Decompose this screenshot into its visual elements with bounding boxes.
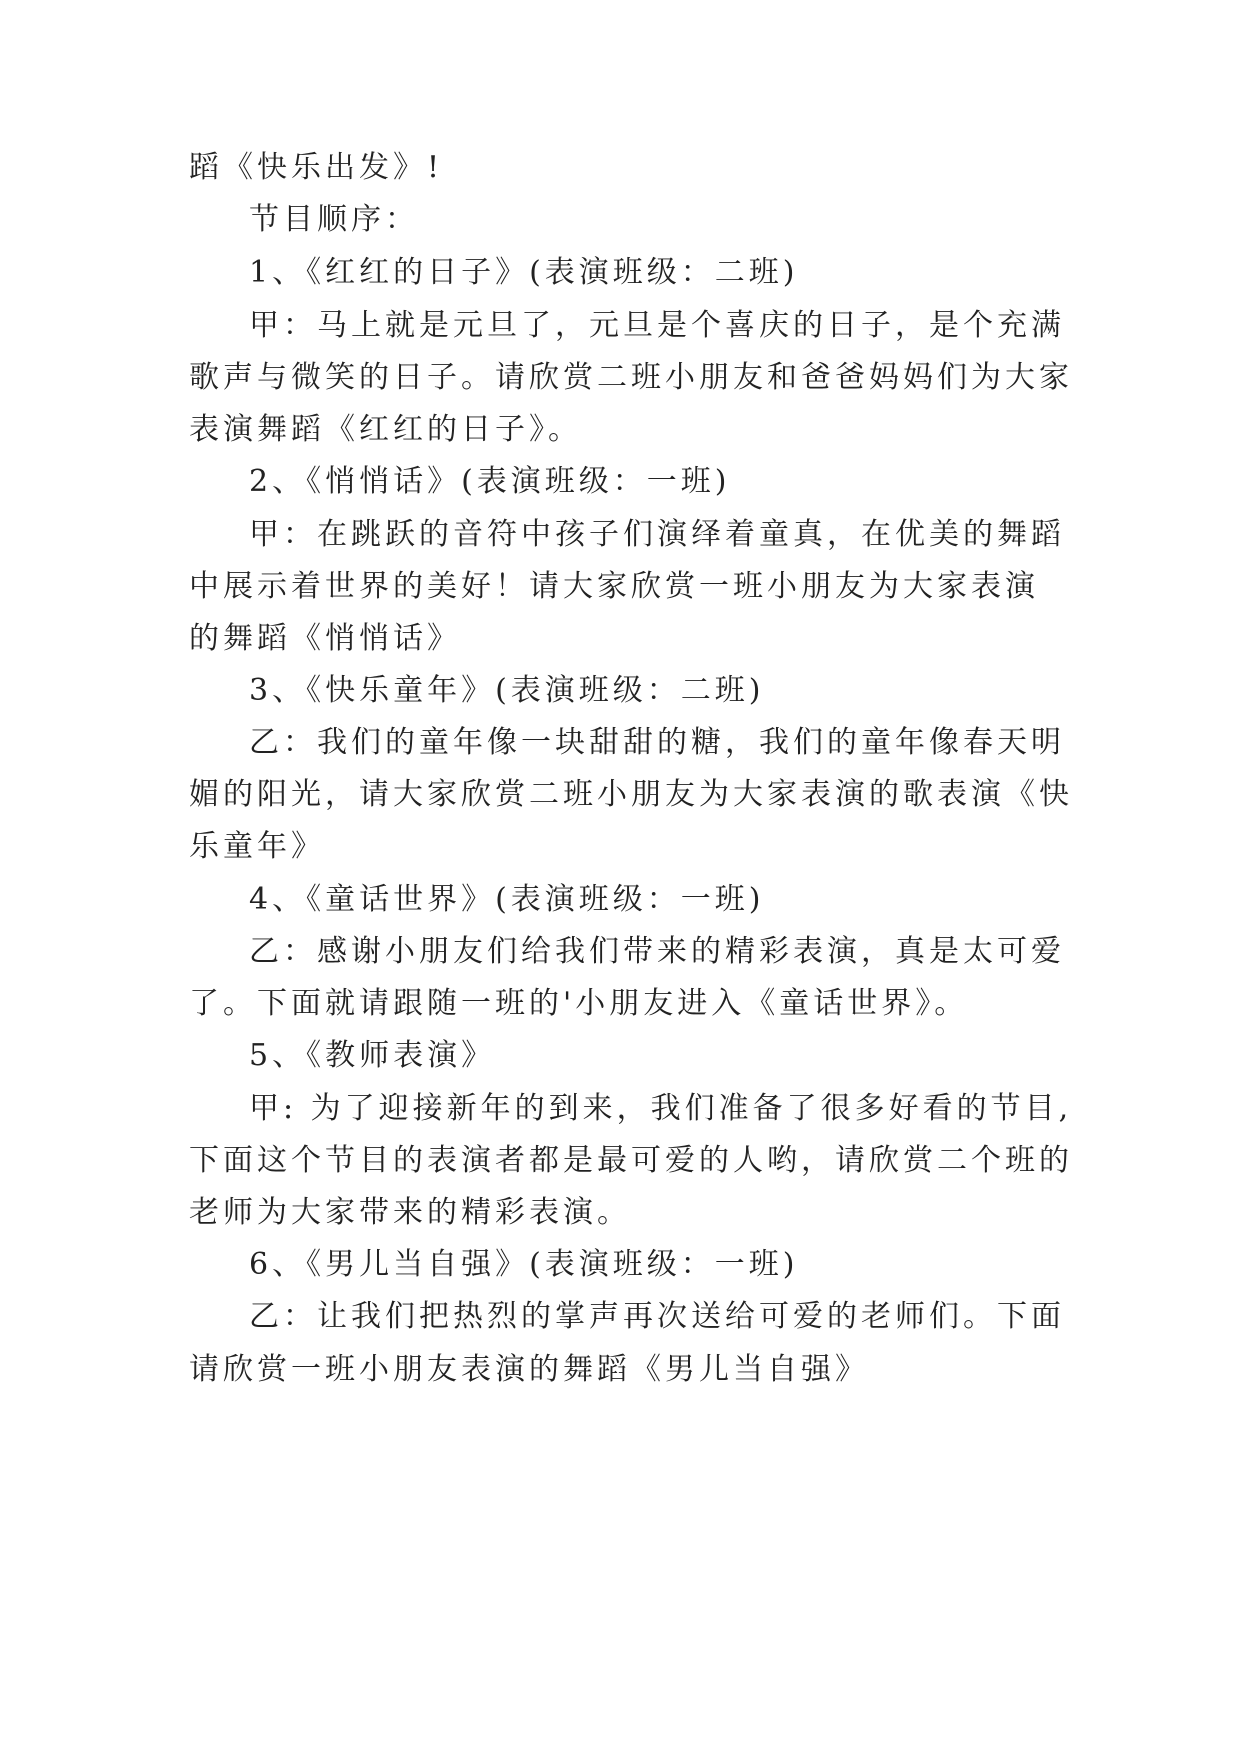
text-line: 老师为大家带来的精彩表演。 (189, 1195, 631, 1230)
text-line: 媚的阳光，请大家欣赏二班小朋友为大家表演的歌表演《快 (189, 777, 1073, 812)
text-line: 表演舞蹈《红红的日子》。 (189, 412, 582, 447)
text-line: 乙：我们的童年像一块甜甜的糖，我们的童年像春天明 (249, 725, 1065, 760)
program-item-2: 2、《悄悄话》(表演班级：一班) (249, 464, 731, 499)
program-item-1: 1、《红红的日子》(表演班级：二班) (249, 255, 799, 290)
text-line: 下面这个节目的表演者都是最可爱的人哟，请欣赏二个班的 (189, 1143, 1073, 1178)
text-line: 请欣赏一班小朋友表演的舞蹈《男儿当自强》 (189, 1352, 869, 1387)
text-line: 甲：马上就是元旦了，元旦是个喜庆的日子，是个充满 (249, 308, 1065, 343)
program-item-6: 6、《男儿当自强》(表演班级：一班) (249, 1247, 799, 1282)
text-line: 甲：在跳跃的音符中孩子们演绎着童真，在优美的舞蹈 (249, 517, 1065, 552)
program-order-heading: 节目顺序： (249, 202, 419, 237)
program-item-3: 3、《快乐童年》(表演班级：二班) (249, 673, 765, 708)
program-item-4: 4、《童话世界》(表演班级：一班) (249, 882, 765, 917)
text-line: 乙：让我们把热烈的掌声再次送给可爱的老师们。下面 (249, 1299, 1065, 1334)
text-line: 歌声与微笑的日子。请欣赏二班小朋友和爸爸妈妈们为大家 (189, 360, 1073, 395)
program-item-5: 5、《教师表演》 (249, 1038, 496, 1073)
text-line: 了。下面就请跟随一班的'小朋友进入《童话世界》。 (189, 986, 969, 1021)
text-line: 蹈《快乐出发》! (189, 150, 444, 185)
text-line: 甲: 为了迎接新年的到来，我们准备了很多好看的节目, (249, 1091, 1073, 1126)
text-line: 中展示着世界的美好！请大家欣赏一班小朋友为大家表演 (189, 569, 1039, 604)
text-line: 乐童年》 (189, 829, 325, 864)
text-line: 的舞蹈《悄悄话》 (189, 621, 461, 656)
text-line: 乙：感谢小朋友们给我们带来的精彩表演，真是太可爱 (249, 934, 1065, 969)
